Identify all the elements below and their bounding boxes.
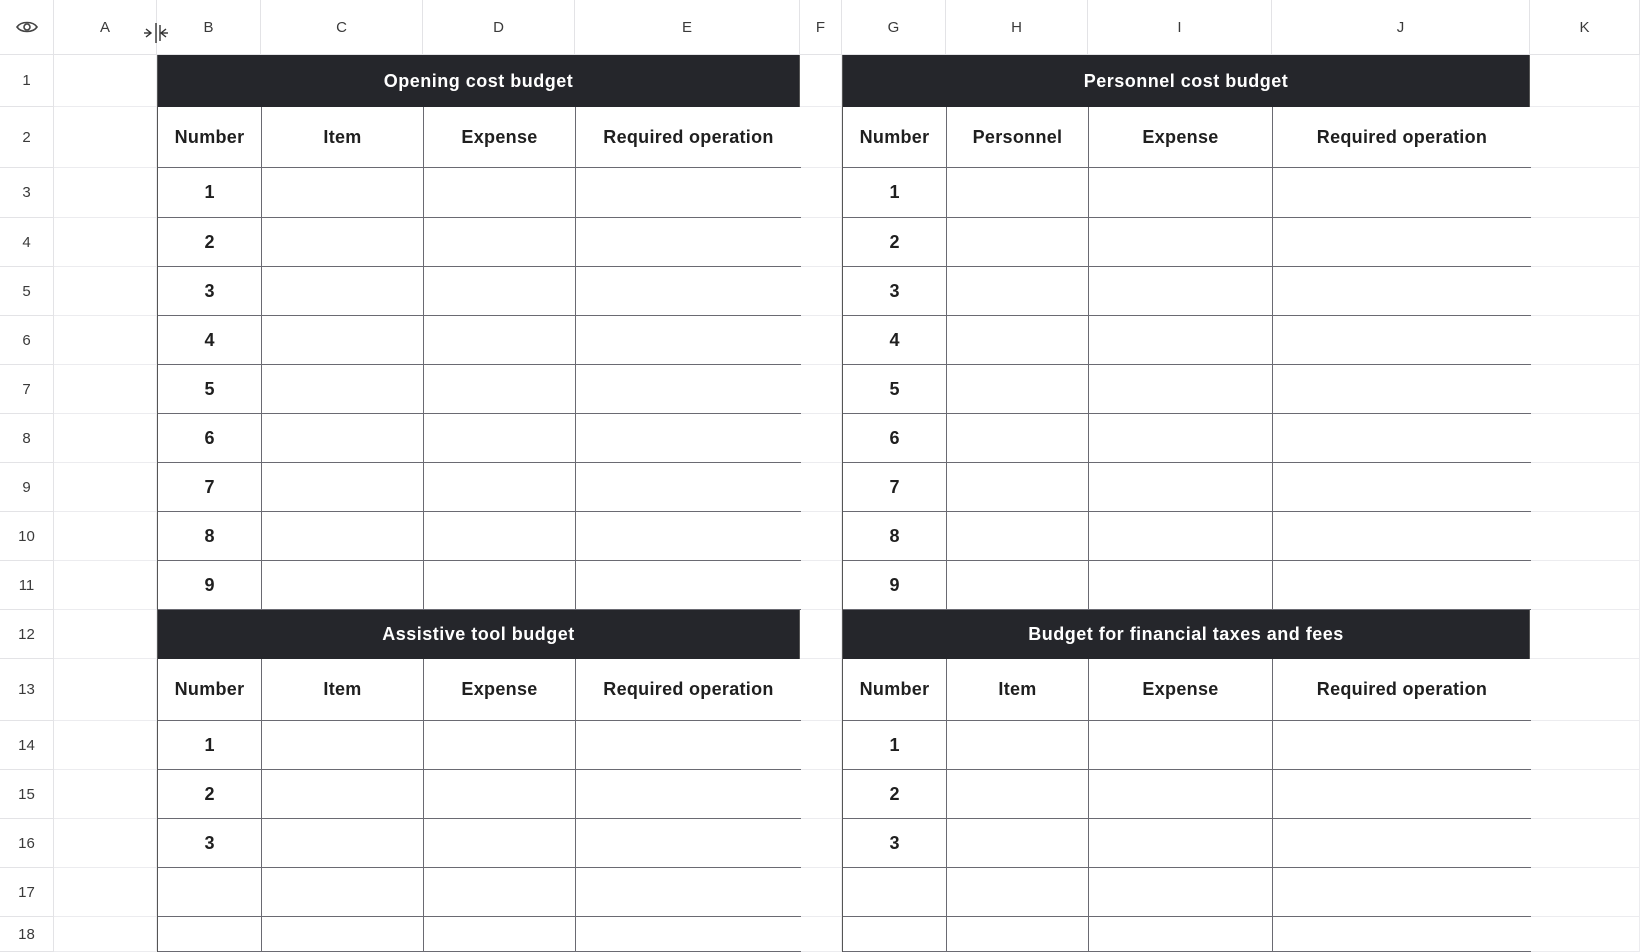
number-cell[interactable]: 5	[843, 365, 947, 414]
table-cell[interactable]	[1273, 512, 1531, 561]
table-cell[interactable]	[576, 868, 801, 917]
cell[interactable]	[1530, 561, 1640, 610]
table-cell[interactable]	[576, 561, 801, 610]
table-cell[interactable]	[1089, 168, 1273, 218]
number-cell[interactable]: 6	[843, 414, 947, 463]
column-header-i[interactable]: I	[1088, 0, 1272, 55]
table-cell[interactable]	[576, 267, 801, 316]
number-cell[interactable]: 3	[158, 819, 262, 868]
number-cell[interactable]: 3	[843, 267, 947, 316]
number-cell[interactable]: 7	[158, 463, 262, 512]
table-cell[interactable]	[424, 868, 576, 917]
cell[interactable]	[800, 610, 842, 659]
table-cell[interactable]	[424, 917, 576, 952]
table-cell[interactable]	[262, 721, 424, 770]
table-cell[interactable]	[576, 365, 801, 414]
select-all-corner[interactable]	[0, 0, 54, 55]
cell[interactable]	[1530, 770, 1640, 819]
table-cell[interactable]	[947, 218, 1089, 267]
header-cell[interactable]: Expense	[424, 107, 576, 168]
cell[interactable]	[54, 168, 157, 218]
table-cell[interactable]	[1273, 267, 1531, 316]
table-cell[interactable]	[424, 561, 576, 610]
eye-icon[interactable]	[15, 19, 39, 35]
cell[interactable]	[800, 218, 842, 267]
table-cell[interactable]	[262, 561, 424, 610]
table-cell[interactable]	[1089, 770, 1273, 819]
number-cell[interactable]: 3	[158, 267, 262, 316]
cell[interactable]	[1530, 610, 1640, 659]
column-header-f[interactable]: F	[800, 0, 842, 55]
table-cell[interactable]	[947, 365, 1089, 414]
cell[interactable]	[1530, 365, 1640, 414]
cell[interactable]	[54, 512, 157, 561]
row-header-12[interactable]: 12	[0, 610, 54, 659]
row-header-1[interactable]: 1	[0, 55, 54, 107]
table-cell[interactable]	[947, 463, 1089, 512]
cell[interactable]	[54, 463, 157, 512]
number-cell[interactable]: 1	[843, 721, 947, 770]
row-header-16[interactable]: 16	[0, 819, 54, 868]
table-cell[interactable]	[947, 917, 1089, 952]
column-header-b[interactable]: B	[157, 0, 261, 55]
table-cell[interactable]	[576, 917, 801, 952]
table-title[interactable]: Personnel cost budget	[843, 55, 1529, 107]
table-cell[interactable]	[1273, 168, 1531, 218]
number-cell[interactable]	[843, 868, 947, 917]
header-cell[interactable]: Number	[843, 659, 947, 721]
number-cell[interactable]: 1	[158, 168, 262, 218]
row-header-3[interactable]: 3	[0, 168, 54, 218]
cell[interactable]	[1530, 512, 1640, 561]
table-cell[interactable]	[1089, 561, 1273, 610]
header-cell[interactable]: Personnel	[947, 107, 1089, 168]
cell[interactable]	[1530, 659, 1640, 721]
header-cell[interactable]: Item	[262, 659, 424, 721]
cell[interactable]	[1530, 721, 1640, 770]
table-cell[interactable]	[576, 721, 801, 770]
cell[interactable]	[800, 107, 842, 168]
table-cell[interactable]	[947, 512, 1089, 561]
cell[interactable]	[54, 55, 157, 107]
cell[interactable]	[1530, 168, 1640, 218]
table-cell[interactable]	[424, 463, 576, 512]
number-cell[interactable]: 7	[843, 463, 947, 512]
row-header-11[interactable]: 11	[0, 561, 54, 610]
cell[interactable]	[1530, 267, 1640, 316]
table-cell[interactable]	[1273, 316, 1531, 365]
table-cell[interactable]	[576, 463, 801, 512]
cell[interactable]	[54, 721, 157, 770]
table-title[interactable]: Opening cost budget	[158, 55, 799, 107]
table-title[interactable]: Budget for financial taxes and fees	[843, 610, 1529, 659]
table-cell[interactable]	[1273, 414, 1531, 463]
header-cell[interactable]: Required operation	[1273, 659, 1531, 721]
cell[interactable]	[54, 267, 157, 316]
header-cell[interactable]: Number	[158, 107, 262, 168]
table-cell[interactable]	[1089, 463, 1273, 512]
header-cell[interactable]: Number	[158, 659, 262, 721]
header-cell[interactable]: Required operation	[1273, 107, 1531, 168]
table-cell[interactable]	[1273, 819, 1531, 868]
cell[interactable]	[800, 868, 842, 917]
table-opening	[157, 55, 800, 610]
table-cell[interactable]	[262, 316, 424, 365]
number-cell[interactable]: 3	[843, 819, 947, 868]
table-personnel	[842, 55, 1530, 610]
table-cell[interactable]	[1089, 819, 1273, 868]
column-header-h[interactable]: H	[946, 0, 1088, 55]
table-cell[interactable]	[947, 414, 1089, 463]
table-cell[interactable]	[262, 218, 424, 267]
table-cell[interactable]	[947, 819, 1089, 868]
table-cell[interactable]	[1089, 512, 1273, 561]
row-header-13[interactable]: 13	[0, 659, 54, 721]
table-cell[interactable]	[262, 365, 424, 414]
number-cell[interactable]: 8	[843, 512, 947, 561]
table-cell[interactable]	[1273, 365, 1531, 414]
column-resize-icon[interactable]	[143, 22, 169, 44]
number-cell[interactable]: 5	[158, 365, 262, 414]
number-cell[interactable]: 1	[843, 168, 947, 218]
number-cell[interactable]: 2	[158, 218, 262, 267]
number-cell[interactable]: 6	[158, 414, 262, 463]
table-cell[interactable]	[947, 168, 1089, 218]
table-cell[interactable]	[947, 267, 1089, 316]
table-title[interactable]: Assistive tool budget	[158, 610, 799, 659]
number-cell[interactable]: 4	[843, 316, 947, 365]
table-cell[interactable]	[424, 770, 576, 819]
row-header-2[interactable]: 2	[0, 107, 54, 168]
row-header-8[interactable]: 8	[0, 414, 54, 463]
header-cell[interactable]: Expense	[1089, 659, 1273, 721]
column-header-e[interactable]: E	[575, 0, 800, 55]
column-header-a[interactable]: A	[54, 0, 157, 55]
row-header-5[interactable]: 5	[0, 267, 54, 316]
cell[interactable]	[800, 168, 842, 218]
cell[interactable]	[800, 819, 842, 868]
cell[interactable]	[1530, 917, 1640, 952]
table-cell[interactable]	[947, 316, 1089, 365]
table-cell[interactable]	[1089, 721, 1273, 770]
cell[interactable]	[54, 107, 157, 168]
number-cell[interactable]: 1	[158, 721, 262, 770]
cell[interactable]	[54, 561, 157, 610]
header-cell[interactable]: Required operation	[576, 659, 801, 721]
table-cell[interactable]	[1273, 721, 1531, 770]
cell[interactable]	[54, 610, 157, 659]
row-header-15[interactable]: 15	[0, 770, 54, 819]
column-header-g[interactable]: G	[842, 0, 946, 55]
header-cell[interactable]: Item	[947, 659, 1089, 721]
table-cell[interactable]	[1273, 917, 1531, 952]
table-financial	[842, 610, 1530, 952]
table-cell[interactable]	[1089, 365, 1273, 414]
column-header-j[interactable]: J	[1272, 0, 1530, 55]
cell[interactable]	[54, 218, 157, 267]
table-cell[interactable]	[262, 917, 424, 952]
cell[interactable]	[800, 55, 842, 107]
number-cell[interactable]	[843, 917, 947, 952]
table-cell[interactable]	[1273, 218, 1531, 267]
cell[interactable]	[800, 365, 842, 414]
table-cell[interactable]	[424, 512, 576, 561]
cell[interactable]	[54, 316, 157, 365]
cell[interactable]	[54, 868, 157, 917]
cell[interactable]	[800, 414, 842, 463]
column-header-k[interactable]: K	[1530, 0, 1640, 55]
table-cell[interactable]	[1273, 463, 1531, 512]
cell[interactable]	[800, 512, 842, 561]
cell[interactable]	[54, 770, 157, 819]
table-cell[interactable]	[424, 168, 576, 218]
table-cell[interactable]	[424, 365, 576, 414]
cell[interactable]	[1530, 316, 1640, 365]
cell[interactable]	[54, 819, 157, 868]
row-header-17[interactable]: 17	[0, 868, 54, 917]
cell[interactable]	[800, 659, 842, 721]
table-cell[interactable]	[576, 316, 801, 365]
cell[interactable]	[1530, 55, 1640, 107]
table-cell[interactable]	[947, 868, 1089, 917]
number-cell[interactable]: 2	[843, 218, 947, 267]
table-cell[interactable]	[1089, 917, 1273, 952]
cell[interactable]	[1530, 819, 1640, 868]
number-cell[interactable]: 2	[158, 770, 262, 819]
number-cell[interactable]	[158, 868, 262, 917]
cell[interactable]	[1530, 414, 1640, 463]
cell[interactable]	[800, 463, 842, 512]
table-cell[interactable]	[576, 168, 801, 218]
table-cell[interactable]	[424, 267, 576, 316]
row-header-4[interactable]: 4	[0, 218, 54, 267]
table-cell[interactable]	[262, 770, 424, 819]
header-cell[interactable]: Item	[262, 107, 424, 168]
number-cell[interactable]	[158, 917, 262, 952]
table-cell[interactable]	[424, 218, 576, 267]
table-cell[interactable]	[262, 267, 424, 316]
cell[interactable]	[1530, 463, 1640, 512]
table-cell[interactable]	[1089, 267, 1273, 316]
table-cell[interactable]	[1089, 316, 1273, 365]
table-cell[interactable]	[576, 512, 801, 561]
row-header-10[interactable]: 10	[0, 512, 54, 561]
table-cell[interactable]	[1273, 770, 1531, 819]
cell[interactable]	[1530, 107, 1640, 168]
row-header-14[interactable]: 14	[0, 721, 54, 770]
cell[interactable]	[54, 659, 157, 721]
table-cell[interactable]	[947, 561, 1089, 610]
cell[interactable]	[54, 917, 157, 952]
cell[interactable]	[800, 721, 842, 770]
cell[interactable]	[800, 316, 842, 365]
table-assistive	[157, 610, 800, 952]
table-cell[interactable]	[424, 316, 576, 365]
cell[interactable]	[1530, 868, 1640, 917]
number-cell[interactable]: 4	[158, 316, 262, 365]
column-header-d[interactable]: D	[423, 0, 575, 55]
row-header-6[interactable]: 6	[0, 316, 54, 365]
cell[interactable]	[800, 267, 842, 316]
number-cell[interactable]: 9	[843, 561, 947, 610]
number-cell[interactable]: 9	[158, 561, 262, 610]
table-cell[interactable]	[262, 868, 424, 917]
table-cell[interactable]	[1089, 414, 1273, 463]
table-cell[interactable]	[262, 463, 424, 512]
table-cell[interactable]	[1273, 561, 1531, 610]
cell[interactable]	[1530, 218, 1640, 267]
column-header-c[interactable]: C	[261, 0, 423, 55]
number-cell[interactable]: 8	[158, 512, 262, 561]
cell[interactable]	[800, 917, 842, 952]
table-cell[interactable]	[424, 414, 576, 463]
header-cell[interactable]: Expense	[1089, 107, 1273, 168]
table-cell[interactable]	[262, 414, 424, 463]
cell[interactable]	[54, 414, 157, 463]
table-cell[interactable]	[576, 770, 801, 819]
table-cell[interactable]	[1089, 218, 1273, 267]
header-cell[interactable]: Required operation	[576, 107, 801, 168]
table-cell[interactable]	[262, 512, 424, 561]
row-header-7[interactable]: 7	[0, 365, 54, 414]
header-cell[interactable]: Number	[843, 107, 947, 168]
table-cell[interactable]	[262, 168, 424, 218]
number-cell[interactable]: 2	[843, 770, 947, 819]
table-cell[interactable]	[576, 218, 801, 267]
table-cell[interactable]	[576, 819, 801, 868]
cell[interactable]	[800, 561, 842, 610]
row-header-18[interactable]: 18	[0, 917, 54, 952]
cell[interactable]	[54, 365, 157, 414]
row-header-9[interactable]: 9	[0, 463, 54, 512]
table-cell[interactable]	[1089, 868, 1273, 917]
table-cell[interactable]	[1273, 868, 1531, 917]
table-cell[interactable]	[424, 819, 576, 868]
table-cell[interactable]	[424, 721, 576, 770]
cell[interactable]	[800, 770, 842, 819]
table-cell[interactable]	[576, 414, 801, 463]
table-cell[interactable]	[262, 819, 424, 868]
header-cell[interactable]: Expense	[424, 659, 576, 721]
table-cell[interactable]	[947, 721, 1089, 770]
table-cell[interactable]	[947, 770, 1089, 819]
